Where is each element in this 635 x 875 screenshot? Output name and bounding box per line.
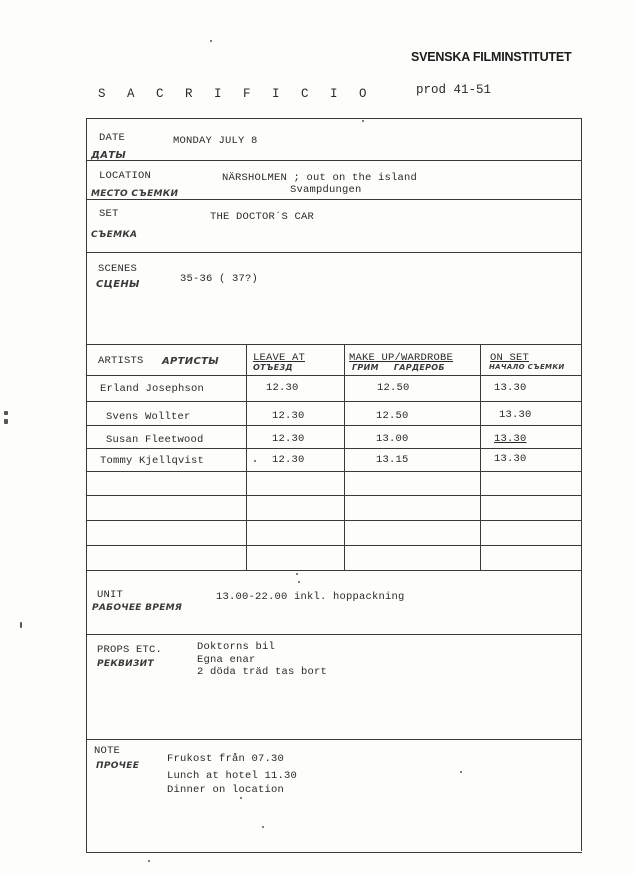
artist-name: Susan Fleetwood <box>106 434 204 446</box>
makeup-time: 13.00 <box>376 433 409 445</box>
note-label: NOTE <box>94 745 121 757</box>
on-set-time: 13.30 <box>494 382 527 394</box>
leave-time: 12.30 <box>272 454 305 466</box>
unit-handwritten-label: РАБОЧЕЕ ВРЕМЯ <box>92 603 183 613</box>
leave-at-column-header: LEAVE AT <box>253 352 306 364</box>
note-line: Frukost från 07.30 <box>167 753 285 765</box>
artists-column-header: ARTISTS <box>98 355 144 367</box>
leave-time: 12.30 <box>272 433 305 445</box>
scenes-value: 35-36 ( 37?) <box>180 273 259 285</box>
set-label: SET <box>99 208 119 220</box>
props-handwritten-label: РЕКВИЗИТ <box>97 659 154 669</box>
on-set-time: 13.30 <box>499 409 532 421</box>
artist-name: Tommy Kjellqvist <box>100 455 205 467</box>
makeup-column-header: MAKE UP/WARDROBE <box>349 352 454 364</box>
props-line: Doktorns bil <box>197 641 276 653</box>
on-set-time: 13.30 <box>494 453 527 465</box>
props-line: Egna enar <box>197 654 256 666</box>
leave-at-handwritten-header: ОТЪЕЗД <box>253 363 293 372</box>
unit-value: 13.00-22.00 inkl. hoppackning <box>216 591 405 603</box>
note-handwritten-label: ПРОЧЕЕ <box>96 761 140 771</box>
props-line: 2 döda träd tas bort <box>197 666 328 678</box>
note-line: Lunch at hotel 11.30 <box>167 770 298 782</box>
makeup-time: 13.15 <box>376 454 409 466</box>
set-value: THE DOCTOR´S CAR <box>210 211 315 223</box>
artists-handwritten-header: АРТИСТЫ <box>162 356 219 367</box>
location-label: LOCATION <box>99 170 152 182</box>
on-set-column-header: ON SET <box>490 352 530 364</box>
location-value: NÄRSHOLMEN ; out on the island <box>222 172 418 184</box>
makeup-time: 12.50 <box>376 410 409 422</box>
location-subvalue: Svampdungen <box>290 184 362 196</box>
artist-name: Svens Wollter <box>106 411 191 423</box>
on-set-time: 13.30 <box>494 433 527 445</box>
makeup-time: 12.50 <box>377 382 410 394</box>
production-number: prod 41-51 <box>416 83 492 97</box>
makeup-handwritten-header: ГРИМ ГАРДЕРОБ <box>352 363 445 372</box>
scenes-label: SCENES <box>98 263 138 275</box>
date-label: DATE <box>99 132 126 144</box>
leave-time: 12.30 <box>272 410 305 422</box>
scenes-handwritten-label: СЦЕНЫ <box>96 279 140 290</box>
location-handwritten-label: МЕСТО СЪЕМКИ <box>91 189 179 199</box>
date-handwritten-label: ДАТЫ <box>91 150 127 161</box>
set-handwritten-label: СЪЕМКА <box>91 230 138 240</box>
artist-name: Erland Josephson <box>100 383 205 395</box>
film-title: S A C R I F I C I O <box>98 87 374 101</box>
unit-label: UNIT <box>97 589 124 601</box>
organization-name: SVENSKA FILMINSTITUTET <box>411 50 572 64</box>
leave-time: 12.30 <box>266 382 299 394</box>
props-label: PROPS ETC. <box>97 644 163 656</box>
on-set-handwritten-header: НАЧАЛО СЪЕМКИ <box>489 363 565 371</box>
note-line: Dinner on location <box>167 784 285 796</box>
date-value: MONDAY JULY 8 <box>173 135 258 147</box>
